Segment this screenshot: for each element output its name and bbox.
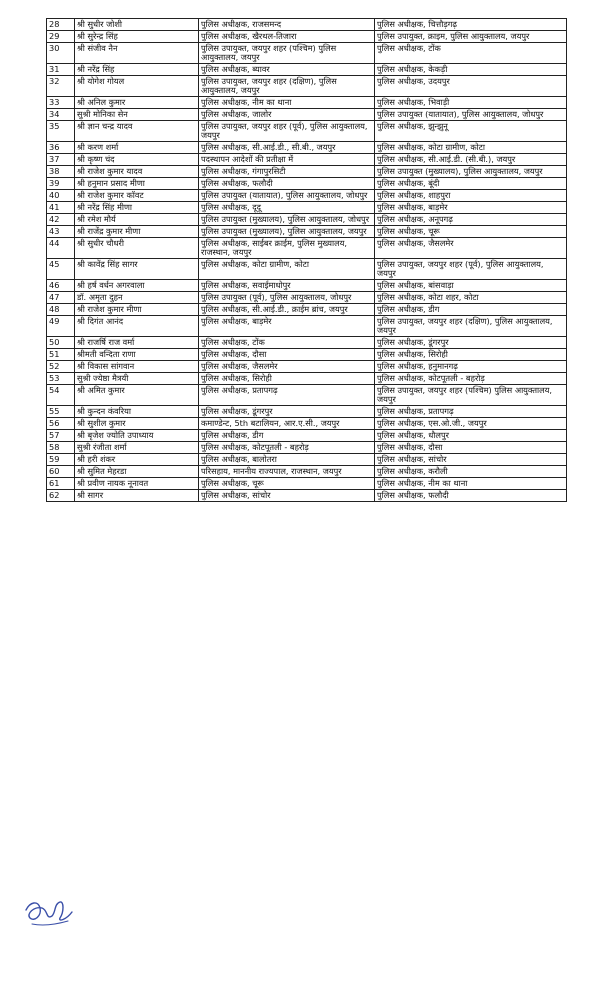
current-posting-cell: पुलिस अधीक्षक, दूदू <box>199 202 375 214</box>
new-posting-cell: पुलिस उपायुक्त, जयपुर शहर (दक्षिण), पुलिस आयुक्तालय, जयपुर <box>375 316 567 337</box>
new-posting-cell: पुलिस अधीक्षक, बूंदी <box>375 178 567 190</box>
current-posting-cell: पुलिस अधीक्षक, सी.आई.डी., क्राईम ब्रांच, जयपुर <box>199 304 375 316</box>
current-posting-cell: पुलिस अधीक्षक, कोटा ग्रामीण, कोटा <box>199 259 375 280</box>
current-posting-cell: कमाण्डेन्ट, 5th बटालियन, आर.ए.सी., जयपुर <box>199 418 375 430</box>
serial-number-cell: 42 <box>47 214 75 226</box>
officer-name-cell: श्री योगेश गोयल <box>75 76 199 97</box>
current-posting-cell: पुलिस अधीक्षक, खैरथल-तिजारा <box>199 31 375 43</box>
current-posting-cell: पदस्थापन आदेशों की प्रतीक्षा में <box>199 154 375 166</box>
officer-name-cell: श्री सुधीर जोशी <box>75 19 199 31</box>
table-row <box>47 316 567 337</box>
table-row <box>47 337 567 349</box>
serial-number-cell: 28 <box>47 19 75 31</box>
table-row <box>47 349 567 361</box>
new-posting-cell: पुलिस अधीक्षक, झुन्झुनू <box>375 121 567 142</box>
officer-name-cell: श्री कृष्ण चंद <box>75 154 199 166</box>
table-row <box>47 490 567 502</box>
current-posting-cell: पुलिस अधीक्षक, प्रतापगढ़ <box>199 385 375 406</box>
current-posting-cell: पुलिस अधीक्षक, जालोर <box>199 109 375 121</box>
current-posting-cell: पुलिस अधीक्षक, डीग <box>199 430 375 442</box>
serial-number-cell: 45 <box>47 259 75 280</box>
table-row <box>47 202 567 214</box>
serial-number-cell: 56 <box>47 418 75 430</box>
officer-name-cell: श्री ज्ञान चन्द्र यादव <box>75 121 199 142</box>
officer-name-cell: श्री राजेंद्र कुमार मीणा <box>75 226 199 238</box>
officer-name-cell: श्री हरी शंकर <box>75 454 199 466</box>
serial-number-cell: 52 <box>47 361 75 373</box>
serial-number-cell: 57 <box>47 430 75 442</box>
officer-name-cell: श्रीमती वन्दिता राणा <box>75 349 199 361</box>
table-row <box>47 418 567 430</box>
officer-name-cell: सुश्री मोनिका सेन <box>75 109 199 121</box>
serial-number-cell: 43 <box>47 226 75 238</box>
current-posting-cell: पुलिस अधीक्षक, जैसलमेर <box>199 361 375 373</box>
new-posting-cell: पुलिस अधीक्षक, डूंगरपुर <box>375 337 567 349</box>
officer-name-cell: श्री राजेश कुमार मीणा <box>75 304 199 316</box>
serial-number-cell: 35 <box>47 121 75 142</box>
current-posting-cell: पुलिस अधीक्षक, सी.आई.डी., सी.बी., जयपुर <box>199 142 375 154</box>
current-posting-cell: पुलिस अधीक्षक, चूरू <box>199 478 375 490</box>
officer-name-cell: श्री प्रवीण नायक नूनावत <box>75 478 199 490</box>
current-posting-cell: पुलिस उपायुक्त (यातायात), पुलिस आयुक्तालय, जोधपुर <box>199 190 375 202</box>
table-row <box>47 385 567 406</box>
officer-name-cell: श्री हनुमान प्रसाद मीणा <box>75 178 199 190</box>
serial-number-cell: 47 <box>47 292 75 304</box>
officer-name-cell: श्री संजीव नैन <box>75 43 199 64</box>
new-posting-cell: पुलिस अधीक्षक, धौलपुर <box>375 430 567 442</box>
current-posting-cell: पुलिस अधीक्षक, सांचोर <box>199 490 375 502</box>
table-row <box>47 19 567 31</box>
officer-name-cell: श्री सुमित मेहरडा <box>75 466 199 478</box>
table-row <box>47 97 567 109</box>
table-row <box>47 361 567 373</box>
officer-name-cell: श्री राजर्षि राज वर्मा <box>75 337 199 349</box>
new-posting-cell: पुलिस अधीक्षक, करौली <box>375 466 567 478</box>
officer-name-cell: श्री सुशील कुमार <box>75 418 199 430</box>
current-posting-cell: पुलिस अधीक्षक, गंगापुरसिटी <box>199 166 375 178</box>
current-posting-cell: पुलिस अधीक्षक, सिरोही <box>199 373 375 385</box>
officer-name-cell: श्री नरेंद्र सिंह <box>75 64 199 76</box>
serial-number-cell: 50 <box>47 337 75 349</box>
officer-name-cell: डॉ. अमृता दुहन <box>75 292 199 304</box>
officer-name-cell: श्री राजेश कुमार यादव <box>75 166 199 178</box>
serial-number-cell: 37 <box>47 154 75 166</box>
new-posting-cell: पुलिस अधीक्षक, डीग <box>375 304 567 316</box>
officer-name-cell: श्री दिगंत आनंद <box>75 316 199 337</box>
current-posting-cell: पुलिस अधीक्षक, बालोतरा <box>199 454 375 466</box>
serial-number-cell: 54 <box>47 385 75 406</box>
new-posting-cell: पुलिस अधीक्षक, अनूपगढ़ <box>375 214 567 226</box>
current-posting-cell: पुलिस उपायुक्त (मुख्यालय), पुलिस आयुक्तालय, जोधपुर <box>199 214 375 226</box>
officer-name-cell: सुश्री ज्येष्ठा मैत्रयी <box>75 373 199 385</box>
new-posting-cell: पुलिस अधीक्षक, शाहपुरा <box>375 190 567 202</box>
serial-number-cell: 58 <box>47 442 75 454</box>
table-row <box>47 226 567 238</box>
table-row <box>47 259 567 280</box>
table-row <box>47 442 567 454</box>
table-row <box>47 478 567 490</box>
table-row <box>47 31 567 43</box>
table-row <box>47 292 567 304</box>
new-posting-cell: पुलिस अधीक्षक, कोटा शहर, कोटा <box>375 292 567 304</box>
table-row <box>47 280 567 292</box>
table-row <box>47 154 567 166</box>
serial-number-cell: 38 <box>47 166 75 178</box>
current-posting-cell: पुलिस अधीक्षक, साईबर क्राईम, पुलिस मुख्यालय, राजस्थान, जयपुर <box>199 238 375 259</box>
current-posting-cell: पुलिस उपायुक्त, जयपुर शहर (पूर्व), पुलिस आयुक्तालय, जयपुर <box>199 121 375 142</box>
table-row <box>47 406 567 418</box>
serial-number-cell: 59 <box>47 454 75 466</box>
new-posting-cell: पुलिस अधीक्षक, बाड़मेर <box>375 202 567 214</box>
table-row <box>47 142 567 154</box>
current-posting-cell: पुलिस अधीक्षक, कोटपूतली - बहरोड़ <box>199 442 375 454</box>
officer-name-cell: श्री अनिल कुमार <box>75 97 199 109</box>
new-posting-cell: पुलिस अधीक्षक, सिरोही <box>375 349 567 361</box>
current-posting-cell: पुलिस अधीक्षक, फलौदी <box>199 178 375 190</box>
current-posting-cell: पुलिस उपायुक्त (पूर्व), पुलिस आयुक्तालय, जोधपुर <box>199 292 375 304</box>
current-posting-cell: पुलिस अधीक्षक, सवाईमाधोपुर <box>199 280 375 292</box>
serial-number-cell: 30 <box>47 43 75 64</box>
officer-name-cell: श्री सुधीर चौधरी <box>75 238 199 259</box>
new-posting-cell: पुलिस अधीक्षक, चित्तौड़गढ़ <box>375 19 567 31</box>
serial-number-cell: 60 <box>47 466 75 478</box>
new-posting-cell: पुलिस उपायुक्त (मुख्यालय), पुलिस आयुक्तालय, जयपुर <box>375 166 567 178</box>
serial-number-cell: 39 <box>47 178 75 190</box>
serial-number-cell: 29 <box>47 31 75 43</box>
current-posting-cell: पुलिस अधीक्षक, बाड़मेर <box>199 316 375 337</box>
serial-number-cell: 61 <box>47 478 75 490</box>
new-posting-cell: पुलिस अधीक्षक, कोटपूतली - बहरोड़ <box>375 373 567 385</box>
table-row <box>47 64 567 76</box>
officer-name-cell: श्री करण शर्मा <box>75 142 199 154</box>
new-posting-cell: पुलिस अधीक्षक, हनुमानगढ़ <box>375 361 567 373</box>
officer-name-cell: श्री बृजेश ज्योति उपाध्याय <box>75 430 199 442</box>
serial-number-cell: 49 <box>47 316 75 337</box>
current-posting-cell: पुलिस अधीक्षक, नीम का थाना <box>199 97 375 109</box>
officer-name-cell: श्री कावेंद्र सिंह सागर <box>75 259 199 280</box>
serial-number-cell: 33 <box>47 97 75 109</box>
table-row <box>47 373 567 385</box>
officer-name-cell: श्री अमित कुमार <box>75 385 199 406</box>
serial-number-cell: 36 <box>47 142 75 154</box>
new-posting-cell: पुलिस अधीक्षक, कोटा ग्रामीण, कोटा <box>375 142 567 154</box>
new-posting-cell: पुलिस अधीक्षक, जैसलमेर <box>375 238 567 259</box>
serial-number-cell: 46 <box>47 280 75 292</box>
table-body <box>47 19 567 502</box>
current-posting-cell: पुलिस अधीक्षक, राजसमन्द <box>199 19 375 31</box>
serial-number-cell: 55 <box>47 406 75 418</box>
table-row <box>47 190 567 202</box>
table-row <box>47 166 567 178</box>
officer-name-cell: श्री सागर <box>75 490 199 502</box>
new-posting-cell: पुलिस अधीक्षक, बांसवाड़ा <box>375 280 567 292</box>
current-posting-cell: पुलिस उपायुक्त, जयपुर शहर (दक्षिण), पुलिस आयुक्तालय, जयपुर <box>199 76 375 97</box>
officer-name-cell: श्री विकास सांगवान <box>75 361 199 373</box>
table-row <box>47 178 567 190</box>
new-posting-cell: पुलिस अधीक्षक, केकड़ी <box>375 64 567 76</box>
new-posting-cell: पुलिस उपायुक्त, क्राइम, पुलिस आयुक्तालय, जयपुर <box>375 31 567 43</box>
serial-number-cell: 53 <box>47 373 75 385</box>
new-posting-cell: पुलिस अधीक्षक, भिवाड़ी <box>375 97 567 109</box>
serial-number-cell: 41 <box>47 202 75 214</box>
new-posting-cell: पुलिस अधीक्षक, टोंक <box>375 43 567 64</box>
current-posting-cell: पुलिस अधीक्षक, दौसा <box>199 349 375 361</box>
new-posting-cell: पुलिस अधीक्षक, चूरू <box>375 226 567 238</box>
new-posting-cell: पुलिस अधीक्षक, उदयपुर <box>375 76 567 97</box>
new-posting-cell: पुलिस अधीक्षक, सी.आई.डी. (सी.बी.), जयपुर <box>375 154 567 166</box>
serial-number-cell: 32 <box>47 76 75 97</box>
officer-name-cell: श्री सुरेन्द्र सिंह <box>75 31 199 43</box>
table-row <box>47 430 567 442</box>
table-row <box>47 121 567 142</box>
table-row <box>47 214 567 226</box>
current-posting-cell: पुलिस उपायुक्त, जयपुर शहर (पश्चिम) पुलिस आयुक्तालय, जयपुर <box>199 43 375 64</box>
officer-name-cell: श्री कुन्दन कंवरिया <box>75 406 199 418</box>
current-posting-cell: पुलिस अधीक्षक, टोंक <box>199 337 375 349</box>
table-row <box>47 76 567 97</box>
new-posting-cell: पुलिस अधीक्षक, फलौदी <box>375 490 567 502</box>
serial-number-cell: 62 <box>47 490 75 502</box>
transfer-table <box>46 18 567 502</box>
officer-name-cell: श्री राजेश कुमार कॉवट <box>75 190 199 202</box>
current-posting-cell: परिसहाय, माननीय राज्यपाल, राजस्थान, जयपुर <box>199 466 375 478</box>
new-posting-cell: पुलिस उपायुक्त, जयपुर शहर (पश्चिम) पुलिस आयुक्तालय, जयपुर <box>375 385 567 406</box>
current-posting-cell: पुलिस अधीक्षक, ब्यावर <box>199 64 375 76</box>
officer-name-cell: श्री रमेश मौर्य <box>75 214 199 226</box>
serial-number-cell: 34 <box>47 109 75 121</box>
serial-number-cell: 48 <box>47 304 75 316</box>
new-posting-cell: पुलिस अधीक्षक, प्रतापगढ़ <box>375 406 567 418</box>
new-posting-cell: पुलिस उपायुक्त (यातायात), पुलिस आयुक्तालय, जोधपुर <box>375 109 567 121</box>
new-posting-cell: पुलिस उपायुक्त, जयपुर शहर (पूर्व), पुलिस आयुक्तालय, जयपुर <box>375 259 567 280</box>
new-posting-cell: पुलिस अधीक्षक, सांचोर <box>375 454 567 466</box>
table-row <box>47 109 567 121</box>
table-row <box>47 466 567 478</box>
table-row <box>47 454 567 466</box>
signature-mark <box>20 888 78 934</box>
serial-number-cell: 31 <box>47 64 75 76</box>
table-row <box>47 43 567 64</box>
serial-number-cell: 40 <box>47 190 75 202</box>
current-posting-cell: पुलिस अधीक्षक, डूंगरपुर <box>199 406 375 418</box>
new-posting-cell: पुलिस अधीक्षक, नीम का थाना <box>375 478 567 490</box>
officer-name-cell: श्री हर्ष वर्धन अगरवाला <box>75 280 199 292</box>
new-posting-cell: पुलिस अधीक्षक, दौसा <box>375 442 567 454</box>
serial-number-cell: 51 <box>47 349 75 361</box>
new-posting-cell: पुलिस अधीक्षक, एस.ओ.जी., जयपुर <box>375 418 567 430</box>
officer-name-cell: सुश्री रंजीता शर्मा <box>75 442 199 454</box>
table-row <box>47 238 567 259</box>
serial-number-cell: 44 <box>47 238 75 259</box>
officer-name-cell: श्री नरेंद्र सिंह मीणा <box>75 202 199 214</box>
table-row <box>47 304 567 316</box>
current-posting-cell: पुलिस उपायुक्त (मुख्यालय), पुलिस आयुक्तालय, जयपुर <box>199 226 375 238</box>
